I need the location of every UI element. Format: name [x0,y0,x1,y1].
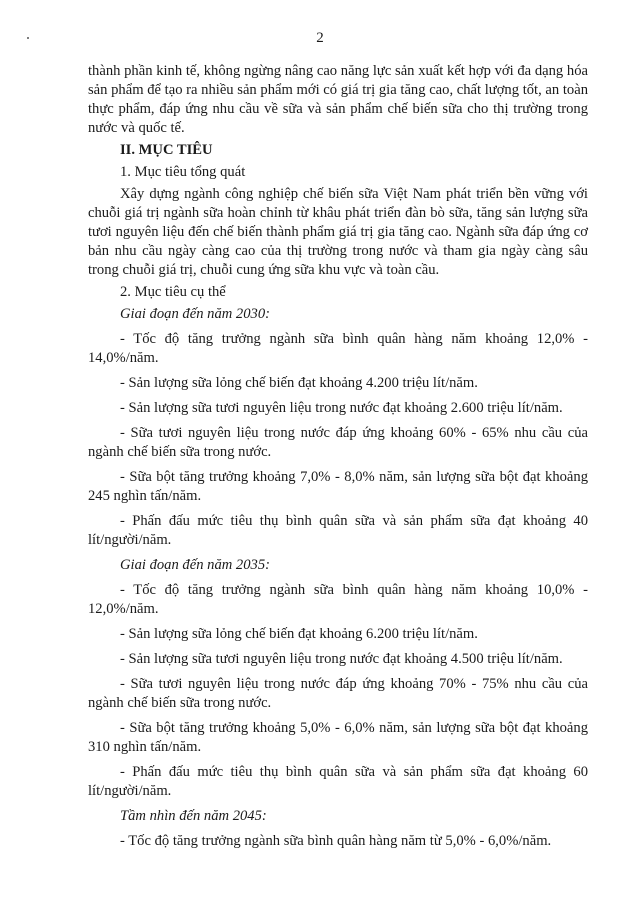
period-2030-item: - Tốc độ tăng trưởng ngành sữa bình quân hàng năm khoảng 12,0% - 14,0%/năm. [88,331,588,366]
vision-2045-item: - Tốc độ tăng trưởng ngành sữa bình quân hàng năm từ 5,0% - 6,0%/năm. [120,833,552,849]
period-2035-item: - Sản lượng sữa lỏng chế biến đạt khoảng 6.200 triệu lít/năm. [120,626,478,642]
period-2030-item: - Sữa bột tăng trưởng khoảng 7,0% - 8,0% năm, sản lượng sữa bột đạt khoảng 245 nghìn tấn/năm. [88,469,588,504]
general-objective-body: Xây dựng ngành công nghiệp chế biến sữa Việt Nam phát triển bền vững với chuỗi giá trị ngành sữa hoàn chỉnh từ khâu phát triển đàn bò sữa, tăng sản lượng sữa tươi nguyên liệu đến chế biến thành phẩm giá trị gia tăng cao. Ngành sữa đáp ứng cơ bản nhu cầu ngày càng cao của thị trường trong nước và tham gia ngày càng sâu trong chuỗi giá trị, chuỗi cung ứng sữa khu vực và toàn cầu. [88,186,588,278]
period-2035-title: Giai đoạn đến năm 2035: [120,557,270,573]
period-2030-item: - Sữa tươi nguyên liệu trong nước đáp ứng khoảng 60% - 65% nhu cầu của ngành chế biến sữa trong nước. [88,425,588,460]
period-2030-item: - Sản lượng sữa lỏng chế biến đạt khoảng 4.200 triệu lít/năm. [120,375,478,391]
general-objective-title: 1. Mục tiêu tổng quát [120,164,246,180]
period-2035-item: - Sữa tươi nguyên liệu trong nước đáp ứng khoảng 70% - 75% nhu cầu của ngành chế biến sữa trong nước. [88,676,588,711]
page-number: 2 [316,30,324,46]
section-heading: II. MỤC TIÊU [120,142,213,158]
period-2030-item: - Sản lượng sữa tươi nguyên liệu trong nước đạt khoảng 2.600 triệu lít/năm. [120,400,563,416]
period-2035-item: - Phấn đấu mức tiêu thụ bình quân sữa và sản phẩm sữa đạt khoảng 60 lít/người/năm. [88,764,588,799]
vision-2045-title: Tầm nhìn đến năm 2045: [120,808,267,824]
period-2035-item: - Sản lượng sữa tươi nguyên liệu trong nước đạt khoảng 4.500 triệu lít/năm. [120,651,563,667]
period-2030-item: - Phấn đấu mức tiêu thụ bình quân sữa và sản phẩm sữa đạt khoảng 40 lít/người/năm. [88,513,588,548]
intro-paragraph: thành phần kinh tế, không ngừng nâng cao năng lực sản xuất kết hợp với đa dạng hóa sản phẩm để tạo ra nhiều sản phẩm mới có giá trị gia tăng cao, chất lượng tốt, an toàn thực phẩm, đáp ứng nhu cầu về sữa và sản phẩm chế biến sữa cho thị trường trong nước và quốc tế. [88,63,588,136]
specific-objective-title: 2. Mục tiêu cụ thể [120,284,226,300]
period-2030-title: Giai đoạn đến năm 2030: [120,306,270,322]
period-2035-item: - Sữa bột tăng trưởng khoảng 5,0% - 6,0% năm, sản lượng sữa bột đạt khoảng 310 nghìn tấn/năm. [88,720,588,755]
document-body [88,62,588,851]
period-2035-item: - Tốc độ tăng trưởng ngành sữa bình quân hàng năm khoảng 10,0% - 12,0%/năm. [88,582,588,617]
